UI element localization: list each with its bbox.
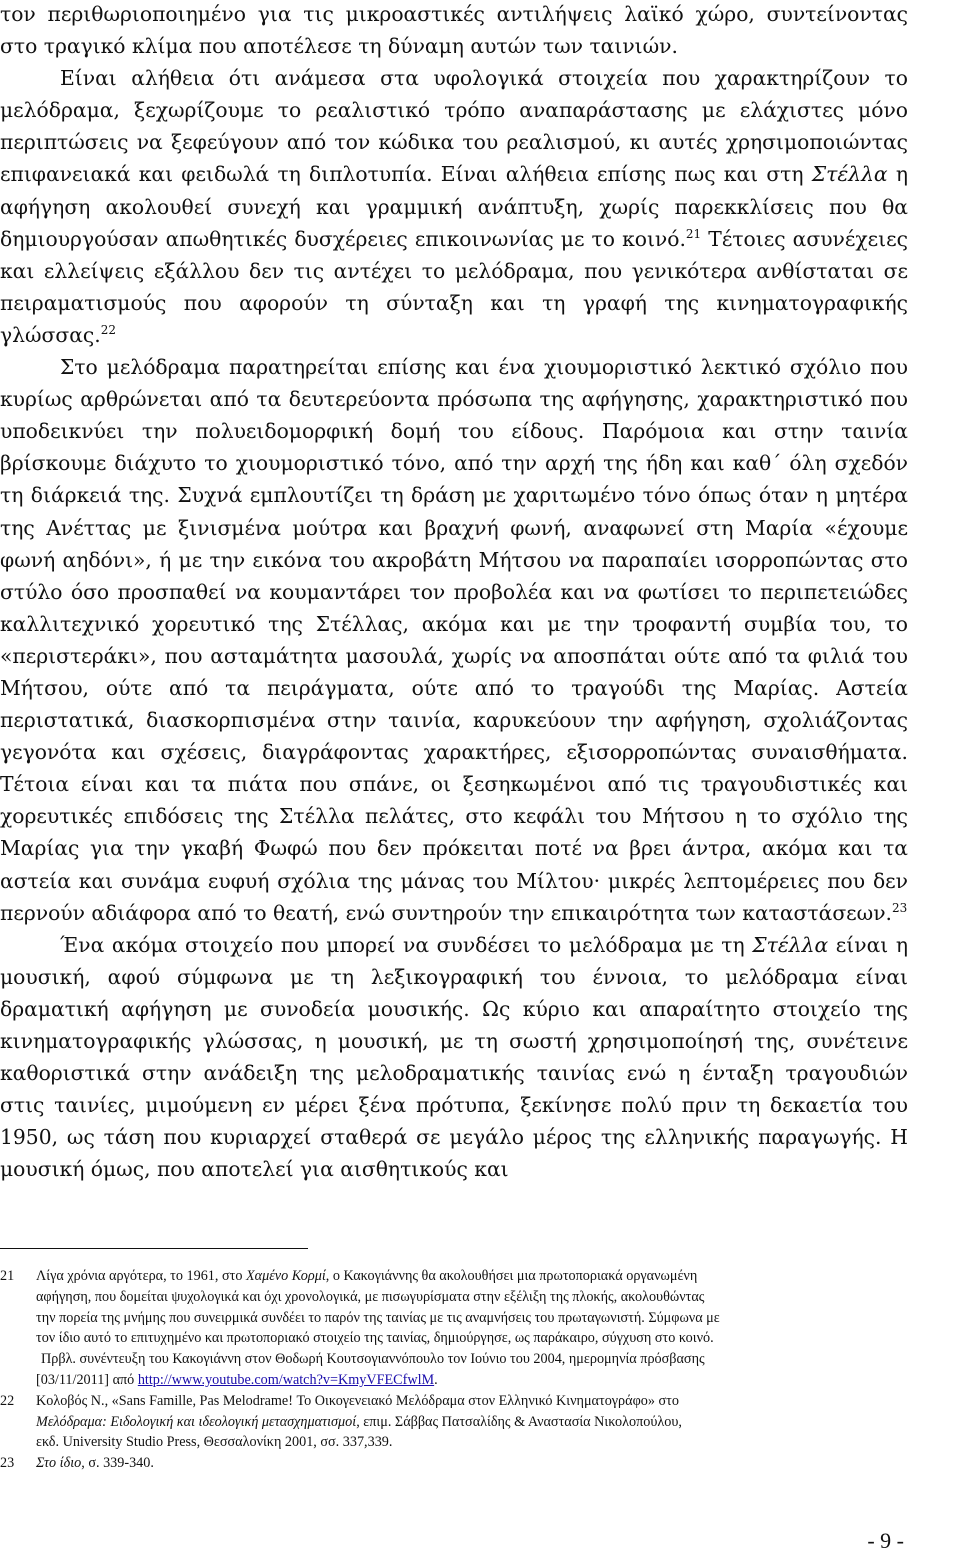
footnote-22 <box>0 1391 945 1453</box>
footnote-line-text: , ο Κακογιάννης θα ακολουθήσει μια πρωτοποριακά οργανωμένη <box>325 1268 698 1284</box>
footnote-ref: 21 <box>685 226 702 241</box>
footnote-line: Κολοβός N., «Sans Famille, Pas Melodrame! Το Οικογενειακό Μελόδραμα στον Ελληνικό Κινηματογράφο» στο <box>36 1392 679 1409</box>
footnote-text <box>36 1391 945 1453</box>
footnote-line-text: , επιμ. Σάββας Πατσαλίδης & Αναστασία Νικολοπούλου, <box>356 1413 682 1430</box>
footnote-text <box>36 1266 945 1391</box>
film-title: Χαμένο Κορμί <box>245 1268 326 1284</box>
page-number: - 9 - <box>867 1528 904 1553</box>
footnote-line: τον ίδιο αυτό το επιτυχημένο και πρωτοποριακό στοιχείο της ταινίας, δημιούργησε, ως παράκαιρο, σύγχυση στο κοινό. <box>36 1330 714 1347</box>
footnote-number: 23 <box>0 1455 15 1472</box>
paragraph-4 <box>0 929 908 1186</box>
paragraph-text: Στο μελόδραμα παρατηρείται επίσης και ένα χιουμοριστικό λεκτικό σχόλιο που κυρίως αρθρώνεται από τα δευτερεύοντα πρόσωπα της αφήγησης, χαρακτηριστικό που υποδεικνύει την πολυειδομορφική δομή του είδους. Παρόμοια και στην ταινία βρίσκουμε διάχυτο το χιουμοριστικό τόνο, από την αρχή της ήδη και καθ΄ όλη σχεδόν τη διάρκειά της. Συχνά εμπλουτίζει τη δράση με χαριτωμένο τόνο όπως όταν η μητέρα της Ανέττας με ξινισμένα μούτρα και βραχνή φωνή, αναφωνεί στη Μαρία «έχουμε φωνή αηδόνι», ή με την εικόνα του ακροβάτη Μήτσου να παραπαίει ισορροπώντας στο στύλο όσο προσπαθεί να κουμαντάρει τον προβολέα και να φωτίσει το περιπετειώδες καλλιτεχνικό χορευτικό της Στέλλας, ακόμα και με την τροφαντή συμβία του, το «περιστεράκι», που ασταμάτητα μασουλά, χωρίς να αποσπάται ούτε από τα φιλιά του Μήτσου, ούτε από τα πειράγματα, ούτε από το τραγούδι της Μαρίας. Αστεία περιστατικά, διασκορπισμένα στην ταινία, καρυκεύουν την αφήγηση, σχολιάζοντας γεγονότα και σχέσεις, διαγράφοντας χαρακτήρες, εξισορροπώντας συναισθήματα. Τέτοια είναι και τα πιάτα που σπάνε, οι ξεσηκωμένοι από τις τραγουδιστικές και χορευτικές επιδόσεις της Στέλλα πελάτες, στο κεφάλι του Μήτσου η το σχόλιο της Μαρίας για την γκαβή Φωφώ που δεν πρόκειται ποτέ να βρει άντρα, ακόμα και τα αστεία και συνάμα ευφυή σχόλια της μάνας του Μίλτου· μικρές λεπτομέρειες που δεν περνούν αδιάφορα από το θεατή, ενώ συντηρούν την επικαιρότητα των καταστάσεων. <box>0 355 908 925</box>
footnote-line-text: . <box>434 1371 438 1388</box>
film-title: Στέλλα <box>752 932 829 957</box>
footnote-ref: 22 <box>100 323 116 338</box>
footnote-line <box>36 1370 945 1391</box>
footnote-line-text: [03/11/2011] από <box>36 1371 138 1388</box>
footnote-separator <box>0 1248 308 1249</box>
footnotes <box>0 1266 945 1474</box>
book-title: Μελόδραμα: Ειδολογική και ιδεολογική μετασχηματισμοί <box>36 1413 357 1430</box>
footnote-line <box>36 1412 945 1433</box>
footnote-21 <box>0 1266 945 1391</box>
footnote-text <box>36 1453 945 1474</box>
footnote-line <box>36 1453 945 1474</box>
footnote-line-text: Λίγα χρόνια αργότερα, το 1961, στο <box>36 1268 246 1284</box>
footnote-line: την πορεία της μνήμης που συνειρμικά συνδέει το παρόν της ταινίας με τις αναμνήσεις του πρωταγωνιστή. Σύμφωνα με <box>36 1309 720 1326</box>
paragraph-text: Ένα ακόμα στοιχείο που μπορεί να συνδέσει το μελόδραμα με τη <box>60 932 753 957</box>
paragraph-text: Είναι αλήθεια ότι ανάμεσα στα υφολογικά στοιχεία που χαρακτηρίζουν το μελόδραμα, ξεχωρίζουμε το ρεαλιστικό τρόπο αναπαράστασης με ελάχιστες μόνο περιπτώσεις να ξεφεύγουν από τον κώδικα του ρεαλισμού, κι αυτές χρησιμοποιώντας επιφανειακά και φειδωλά τη διπλοτυπία. Είναι αλήθεια επίσης πως και στη <box>0 66 908 187</box>
paragraph-text: τον περιθωριοποιημένο για τις μικροαστικές αντιλήψεις λαϊκό χώρο, συντείνοντας στο τραγικό κλίμα που αποτέλεσε τη δύναμη αυτών των ταινιών. <box>0 2 908 59</box>
footnote-line: αφήγηση, που δομείται ψυχολογικά και όχι χρονολογικά, με πισωγυρίσματα στην εξέλιξη της πλοκής, ακολουθώντας <box>36 1288 705 1305</box>
youtube-link[interactable]: http://www.youtube.com/watch?v=KmyVFECfwlM <box>137 1371 435 1388</box>
film-title: Στέλλα <box>811 162 888 187</box>
footnote-line: Πρβλ. συνέντευξη του Κακογιάννη στον Θοδωρή Κουτσογιαννόπουλο τον Ιούνιο του 2004, ημερομηνία πρόσβασης <box>41 1351 705 1368</box>
footnote-line <box>36 1266 945 1287</box>
ibid-reference: Στο ίδιο <box>36 1455 82 1472</box>
footnote-number: 22 <box>0 1392 15 1409</box>
paragraph-3 <box>0 351 908 929</box>
footnote-23 <box>0 1453 945 1474</box>
paragraph-text: είναι η μουσική, αφού σύμφωνα με τη λεξικογραφική του έννοια, το μελόδραμα είναι δραματική αφήγηση με συνοδεία μουσικής. Ως κύριο και απαραίτητο στοιχείο της κινηματογραφικής γλώσσας, η μουσική, με τη σωστή χρησιμοποίησή της, συνέτεινε καθοριστικά στην ανάδειξη της μελοδραματικής ταινίας ενώ η ένταξη τραγουδιών στις ταινίες, μιμούμενη εν μέρει ξένα πρότυπα, ξεκίνησε πολύ πριν τη δεκαετία του 1950, ως τάση που κυριαρχεί σταθερά σε μεγάλο μέρος της ελληνικής παραγωγής. Η μουσική όμως, που αποτελεί για αισθητικούς και <box>0 932 908 1182</box>
footnote-line-text: , σ. 339-340. <box>81 1455 154 1472</box>
paragraph-1 <box>0 0 908 62</box>
footnote-line: εκδ. University Studio Press, Θεσσαλονίκη 2001, σσ. 337,339. <box>36 1434 393 1451</box>
paragraph-2 <box>0 62 908 351</box>
footnote-ref: 23 <box>891 900 908 915</box>
footnote-number: 21 <box>0 1268 15 1284</box>
paragraph-text: Τέτοιες ασυνέχειες και ελλείψεις εξάλλου δεν τις αντέχει το μελόδραμα, που γενικότερα ανθίσταται σε πειραματισμούς που αφορούν τη σύνταξη και τη γραφή της κινηματογραφικής γλώσσας. <box>0 226 909 347</box>
paragraph-text: η αφήγηση ακολουθεί συνεχή και γραμμική ανάπτυξη, χωρίς παρεκκλίσεις που θα δημιουργούσαν απωθητικές δυσχέρειες επικοινωνίας με το κοινό. <box>0 162 908 251</box>
